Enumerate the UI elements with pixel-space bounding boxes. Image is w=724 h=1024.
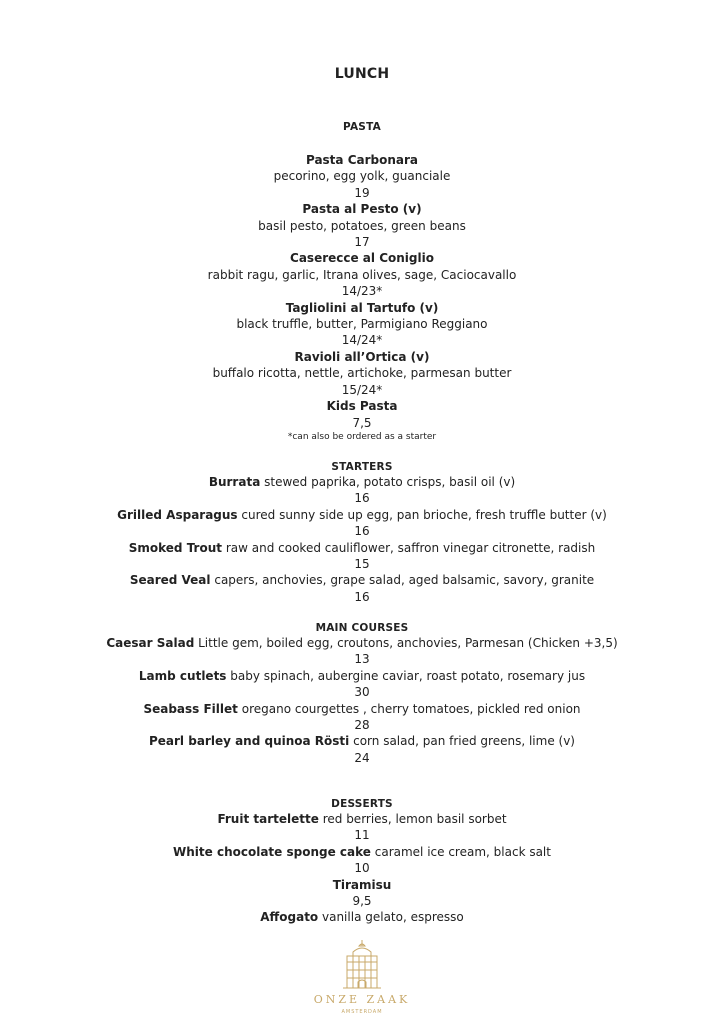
menu-item-desc: vanilla gelato, espresso — [322, 910, 464, 925]
menu-item-name: Grilled Asparagus — [117, 507, 238, 522]
menu-item-desc: pecorino, egg yolk, guanciale — [273, 169, 451, 184]
menu-item-name: Smoked Trout — [128, 540, 222, 555]
menu-item-name: Kids Pasta — [326, 399, 398, 414]
menu-item-name: Fruit tartelette — [217, 812, 319, 826]
mains-section — [0, 621, 724, 766]
starters-section — [0, 460, 724, 605]
menu-item — [0, 540, 724, 556]
section-heading: STARTERS — [331, 461, 393, 473]
menu-item-price: 16 — [354, 589, 370, 604]
menu-item-desc: oregano courgettes , cherry tomatoes, pickled red onion — [241, 701, 581, 716]
menu-item-desc: raw and cooked cauliflower, saffron vinegar citronette, radish — [225, 540, 596, 555]
menu-item-desc: baby spinach, aubergine caviar, roast potato, rosemary jus — [230, 668, 586, 683]
menu-item-name: Seabass Fillet — [143, 701, 238, 716]
menu-item-price: 7,5 — [352, 415, 372, 430]
menu-item-price: 30 — [354, 685, 370, 700]
menu-item-desc: black truffle, butter, Parmigiano Reggiano — [236, 317, 488, 332]
menu-item-price: 16 — [354, 491, 370, 506]
menu-item-name: Tiramisu — [332, 877, 392, 892]
menu-item-name: Burrata — [208, 475, 261, 489]
menu-item-name: Pasta al Pesto (v) — [302, 202, 422, 217]
menu-item — [0, 844, 724, 860]
section-heading: DESSERTS — [331, 798, 393, 810]
menu-item-price: 15 — [354, 557, 370, 572]
menu-item-price: 10 — [354, 861, 370, 876]
menu-item-desc: stewed paprika, potato crisps, basil oil (v) — [264, 475, 516, 489]
page-title: LUNCH — [334, 66, 390, 82]
menu-item-desc: rabbit ragu, garlic, Itrana olives, sage, Caciocavallo — [207, 267, 517, 282]
section-heading: MAIN COURSES — [315, 622, 409, 634]
menu-item — [0, 909, 724, 925]
menu-item-desc: capers, anchovies, grape salad, aged balsamic, savory, granite — [214, 573, 595, 588]
menu-item-price: 19 — [354, 185, 370, 200]
menu-item-desc: corn salad, pan fried greens, lime (v) — [353, 734, 575, 749]
starter-note: *can also be ordered as a starter — [287, 431, 437, 442]
menu-item-name: Affogato — [260, 910, 319, 925]
brand-name: ONZE ZAAK — [313, 993, 411, 1006]
menu-item-name: Tagliolini al Tartufo (v) — [285, 300, 439, 315]
menu-item-name: Ravioli all’Ortica (v) — [294, 349, 430, 364]
menu-item — [0, 572, 724, 588]
menu-item-price: 24 — [354, 750, 370, 765]
menu-item-name: White chocolate sponge cake — [173, 844, 371, 859]
menu-item-desc: Little gem, boiled egg, croutons, anchovies, Parmesan (Chicken +3,5) — [198, 636, 618, 650]
menu-item-desc: red berries, lemon basil sorbet — [322, 812, 507, 826]
menu-item-price: 9,5 — [352, 894, 372, 909]
menu-item — [0, 701, 724, 717]
menu-item-name: Lamb cutlets — [138, 668, 227, 683]
menu-item-desc: cured sunny side up egg, pan brioche, fresh truffle butter (v) — [241, 507, 607, 522]
menu-item — [0, 733, 724, 749]
menu-item-name: Caserecce al Coniglio — [290, 251, 434, 266]
menu-item-name: Pasta Carbonara — [305, 153, 419, 167]
menu-item-desc: basil pesto, potatoes, green beans — [258, 218, 466, 233]
building-logo-icon — [337, 938, 387, 998]
menu-item-price: 14/24* — [341, 333, 383, 348]
menu-item-desc: caramel ice cream, black salt — [374, 844, 551, 859]
menu-item-price: 17 — [354, 235, 370, 250]
menu-item-name: Caesar Salad — [106, 636, 195, 650]
menu-item — [0, 668, 724, 684]
menu-item-price: 28 — [354, 718, 370, 733]
menu-item — [0, 507, 724, 523]
menu-item-name: Pearl barley and quinoa Rösti — [148, 734, 350, 749]
menu-item-price: 13 — [354, 652, 370, 667]
menu-item-name: Seared Veal — [129, 573, 211, 588]
menu-item — [0, 474, 724, 490]
desserts-section — [0, 797, 724, 926]
menu-item-price: 11 — [354, 828, 370, 843]
menu-item-desc: buffalo ricotta, nettle, artichoke, parmesan butter — [212, 366, 512, 381]
section-heading: PASTA — [343, 121, 381, 133]
menu-item — [0, 811, 724, 827]
menu-item — [0, 635, 724, 651]
menu-item-price: 15/24* — [341, 382, 383, 397]
menu-item-price: 14/23* — [341, 284, 383, 299]
pasta-section — [0, 120, 724, 444]
brand-subtitle: AMSTERDAM — [341, 1009, 383, 1015]
menu-item-price: 16 — [354, 524, 370, 539]
